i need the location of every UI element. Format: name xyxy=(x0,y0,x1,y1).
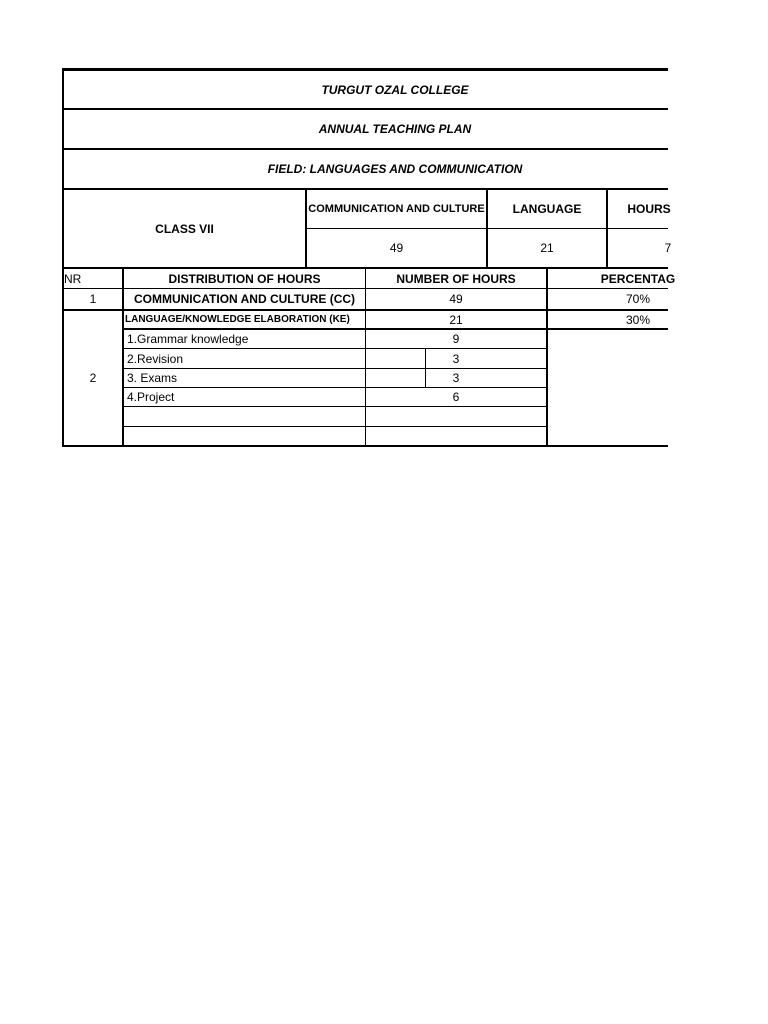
row1-nr: 1 xyxy=(89,292,97,306)
header-number-of-hours: NUMBER OF HOURS xyxy=(396,271,516,286)
row1-label: COMMUNICATION AND CULTURE (CC) xyxy=(133,292,356,306)
list-item-hours: 3 xyxy=(452,351,460,366)
header-nr: NR xyxy=(64,271,82,286)
class-label: CLASS VII xyxy=(155,221,214,236)
summary-col-hours: HOURS xyxy=(627,202,671,216)
list-item: 2.Revision xyxy=(127,351,184,366)
list-item: 3. Exams xyxy=(127,371,178,385)
list-item-hours: 9 xyxy=(452,332,460,346)
field-title: FIELD: LANGUAGES AND COMMUNICATION xyxy=(267,162,523,176)
row2-label: LANGUAGE/KNOWLEDGE ELABORATION (KE) xyxy=(125,314,350,325)
list-item-hours: 6 xyxy=(452,390,460,404)
summary-value-hours: 7 xyxy=(664,241,672,255)
row1-hours: 49 xyxy=(449,292,463,306)
row-divider xyxy=(123,406,547,407)
list-item: 4.Project xyxy=(127,390,175,404)
summary-col-language: LANGUAGE xyxy=(512,202,582,216)
row1-percent: 70% xyxy=(625,292,651,306)
summary-value-language: 21 xyxy=(540,241,554,255)
summary-col-cc: COMMUNICATION AND CULTURE xyxy=(308,203,485,215)
header-percentage: PERCENTAG xyxy=(600,271,676,286)
college-title: TURGUT OZAL COLLEGE xyxy=(321,82,469,97)
header-distribution: DISTRIBUTION OF HOURS xyxy=(168,271,321,286)
plan-title: ANNUAL TEACHING PLAN xyxy=(318,122,472,136)
list-item-hours: 3 xyxy=(452,371,460,385)
row2-percent: 30% xyxy=(625,312,651,327)
row-divider xyxy=(123,426,547,427)
row2-nr: 2 xyxy=(89,371,97,385)
row2-hours: 21 xyxy=(449,312,463,327)
summary-value-cc: 49 xyxy=(389,241,404,255)
list-item: 1.Grammar knowledge xyxy=(127,332,249,346)
